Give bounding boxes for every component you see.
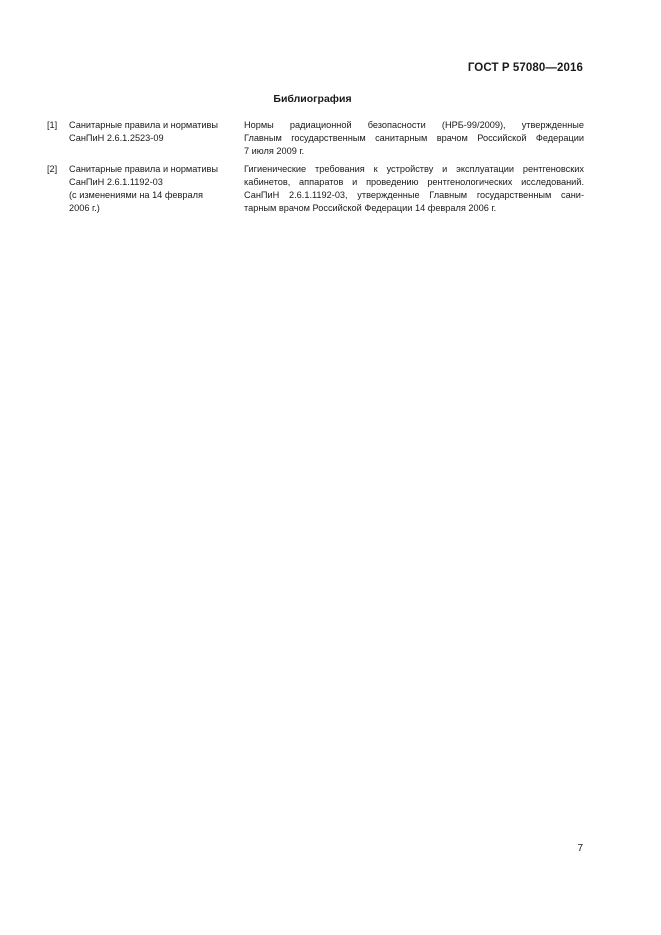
bibliography-entry	[47, 119, 584, 158]
section-title-text: Библиография	[273, 93, 352, 105]
entry-number: [2]	[47, 164, 58, 174]
entry-source-line: Санитарные правила и нормативы	[69, 120, 218, 130]
section-title	[0, 93, 661, 105]
entry-source	[69, 163, 244, 215]
entry-source-line: 2006 г.)	[69, 203, 100, 213]
bibliography-list	[47, 119, 584, 220]
entry-description	[244, 163, 584, 215]
entry-source-line: СанПиН 2.6.1.1192-03	[69, 177, 163, 187]
document-code: ГОСТ Р 57080—2016	[467, 62, 583, 74]
bibliography-entry	[47, 163, 584, 215]
entry-description-line: тарным врачом Российской Федерации 14 февраля 2006 г.	[244, 203, 497, 213]
entry-description-line: 7 июля 2009 г.	[244, 146, 305, 156]
entry-description	[244, 119, 584, 158]
entry-description-line: Гигиенические требования к устройству и эксплуатации рентгеновских	[244, 164, 584, 174]
entry-description-line: Нормы радиационной безопасности (НРБ-99/2009), утвержденные	[244, 120, 584, 130]
page-number: 7	[577, 843, 583, 854]
entry-source	[69, 119, 244, 158]
entry-number: [1]	[47, 120, 58, 130]
entry-source-line: Санитарные правила и нормативы	[69, 164, 218, 174]
entry-source-line: (с изменениями на 14 февраля	[69, 190, 203, 200]
entry-description-line: Главным государственным санитарным врачом Российской Федерации	[244, 133, 584, 143]
entry-description-line: СанПиН 2.6.1.1192-03, утвержденные Главным государственным сани-	[244, 190, 584, 200]
entry-description-line: кабинетов, аппаратов и проведению рентгенологических исследований.	[244, 177, 584, 187]
entry-source-line: СанПиН 2.6.1.2523-09	[69, 133, 164, 143]
